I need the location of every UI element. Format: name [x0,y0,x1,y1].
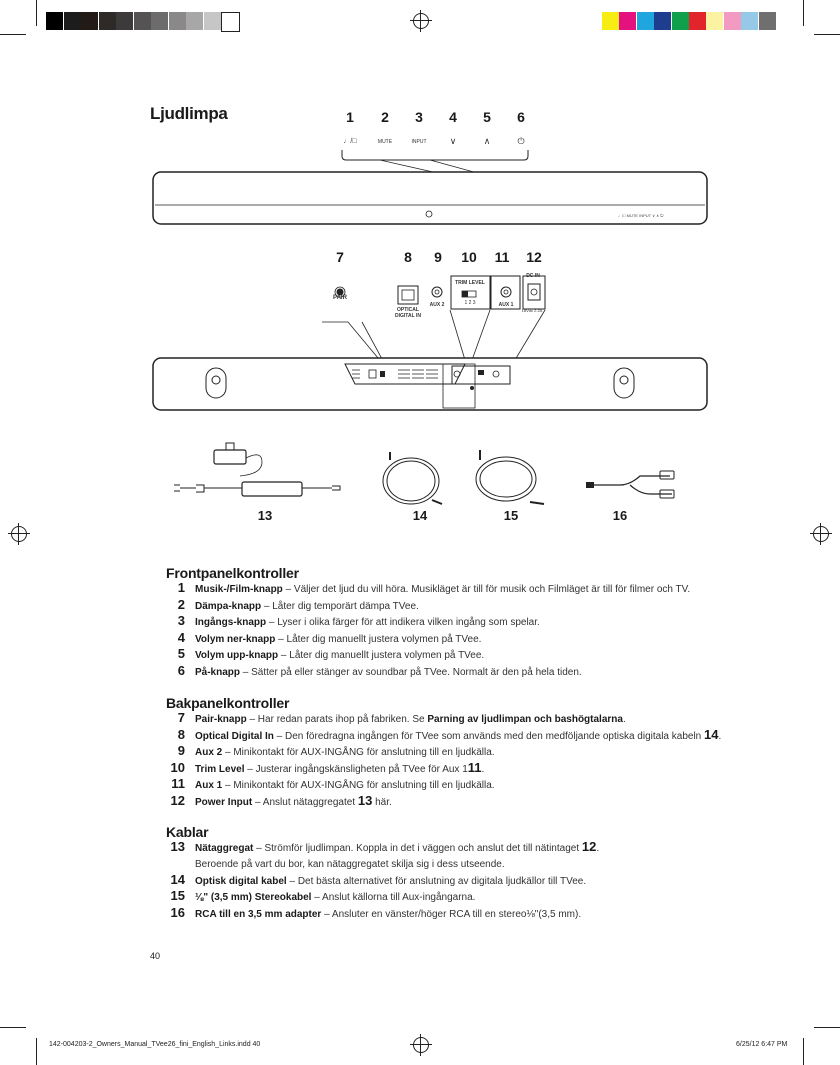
crop-mark [803,1038,804,1065]
color-swatch [672,12,689,30]
list-item [165,727,721,743]
item-title: ⅛" (3,5 mm) Stereokabel [195,892,312,903]
cable-number-13: 13 [257,508,273,523]
list-item [165,710,626,726]
item-tail: här. [372,796,392,808]
item-tail: . [718,730,722,742]
item-text: – Anslut nätaggregatet [252,796,358,808]
optical-digital-in-label: OPTICAL DIGITAL IN [395,307,421,319]
back-controls-heading: Bakpanelkontroller [166,695,290,711]
item-num: 14 [170,871,185,887]
volume-down-label: ∨ [449,136,457,146]
footer-date: 6/25/12 6:47 PM [736,1041,788,1048]
item-title: Ingångs-knapp [195,617,267,628]
list-item [165,839,600,870]
soundbar-back-illustration [140,350,720,420]
front-controls-heading: Frontpanelkontroller [166,565,299,581]
aux2-label: AUX 2 [429,302,445,308]
item-big: 13 [357,792,373,808]
item-num: 3 [177,613,185,628]
callout-6: 6 [517,109,525,125]
item-title: Dämpa-knapp [195,600,262,612]
item-num: 11 [171,776,185,791]
item-num: 4 [177,629,185,645]
input-label: INPUT [411,139,427,145]
item-tail: . [596,843,600,854]
item-text: – Låter dig manuellt justera volymen på TVee. [278,650,485,661]
color-swatch [602,12,619,30]
item-big: 12 [581,839,597,854]
item-text: – Låter dig temporärt dämpa TVee. [261,600,419,612]
list-item [165,776,495,792]
gray-swatch [169,12,186,30]
cables-heading: Kablar [166,824,209,840]
callout-2: 2 [381,109,389,125]
item-title: RCA till en 3,5 mm adapter [195,908,322,920]
crop-mark [0,1027,26,1028]
item-tail: . [481,763,485,775]
item-num: 16 [170,904,185,920]
gray-swatch [151,12,168,30]
gray-swatch [186,12,203,30]
color-swatch [759,12,776,30]
item-num: 13 [170,839,185,854]
mute-label: MUTE [377,139,393,145]
item-title: Aux 1 [195,780,223,791]
gray-swatch [81,12,98,30]
dc-in-label: DC IN [526,273,540,279]
item-text: – Har redan parats ihop på fabriken. Se [246,714,428,725]
item-title: Aux 2 [195,747,223,758]
color-swatch [689,12,706,30]
item-num: 1 [177,580,185,595]
item-title: Optical Digital In [195,730,274,742]
item-title: Power Input [195,796,253,808]
cables-illustration [170,440,690,515]
callout-8: 8 [404,249,412,265]
color-swatch [637,12,654,30]
callout-7: 7 [336,249,344,265]
item-title: Nätaggregat [195,843,254,854]
item-num: 12 [170,792,185,808]
page-number: 40 [150,951,161,961]
registration-mark-icon [11,526,27,542]
crop-mark [814,1027,840,1028]
item-text: – Det bästa alternativet för anslutning av digitala ljudkällor till TVee. [286,875,587,887]
item-num: 9 [177,743,185,758]
item-num: 8 [177,726,185,742]
callout-5: 5 [483,109,491,125]
item-text: – Sätter på eller stänger av soundbar på TVee. Normalt är den på hela tiden. [240,666,582,678]
list-item [165,646,484,662]
crop-mark [36,1038,37,1065]
item-text: – Den föredragna ingången för TVee som används med den medföljande optiska digitala kabeln [273,730,705,742]
gray-swatch [116,12,133,30]
cable-number-15: 15 [503,508,519,523]
item-text: – Väljer det ljud du vill höra. Musikläget är till för musik och Filmläget är till för filmer och TV. [282,584,691,595]
list-item [165,760,484,776]
color-swatch [706,12,723,30]
callout-11: 11 [494,249,510,265]
item-num: 7 [177,710,185,725]
color-swatch [724,12,741,30]
item-text: – Minikontakt för AUX-INGÅNG för anslutning till en ljudkälla. [222,747,495,758]
item-title: Optisk digital kabel [195,875,287,887]
item-title: Trim Level [195,763,245,775]
crop-mark [803,0,804,26]
item-text: – Låter dig manuellt justera volymen på TVee. [275,633,482,645]
item-title: På-knapp [195,666,241,678]
list-item [165,743,495,759]
gray-swatch [46,12,63,30]
list-item [165,793,392,809]
item-big: 11 [467,759,482,775]
list-item [165,597,419,613]
item-text: – Strömför ljudlimpan. Koppla in det i väggen och anslut det till nätintaget [253,843,582,854]
aux1-label: AUX 1 [498,302,514,308]
trim-steps-label: 1 2 3 [464,300,476,306]
back-panel-connectors [300,270,570,360]
soundbar-front-illustration [140,150,720,240]
cable-number-16: 16 [612,508,628,523]
callout-3: 3 [415,109,423,125]
volume-up-label: ∧ [483,136,491,146]
gray-swatch [134,12,151,30]
registration-mark-icon [413,1037,429,1053]
gray-swatch [99,12,116,30]
callout-4: 4 [449,109,457,125]
list-item [165,663,582,679]
trim-level-label: TRIM LEVEL [455,280,485,286]
item-title: Volym ner-knapp [195,633,276,645]
item-bold: Parning av ljudlimpan och bashögtalarna [427,714,623,725]
item-num: 2 [177,596,185,612]
color-swatch [654,12,671,30]
svg-text:♩/□ MUTE INPUT ∨ ∧ ⏻: ♩/□ MUTE INPUT ∨ ∧ ⏻ [618,213,664,218]
item-text: – Lyser i olika färger för att indikera vilken ingång som spelar. [266,617,540,628]
item-title: Musik-/Film-knapp [195,584,283,595]
crop-mark [36,0,37,26]
gray-swatch [64,12,81,30]
color-swatch [619,12,636,30]
callout-10: 10 [461,249,477,265]
list-item [165,630,481,646]
item-big: 14 [704,726,719,742]
item-text: – Anslut källorna till Aux-ingångarna. [311,892,476,903]
item-num: 5 [177,646,185,661]
gray-swatch [221,12,240,32]
item-tail: . [622,714,626,725]
list-item [165,888,475,904]
callout-12: 12 [526,249,542,265]
crop-mark [814,34,840,35]
item-num: 6 [177,662,185,678]
footer-filename: 142-004203-2_Owners_Manual_TVee26_fini_English_Links.indd 40 [49,1041,261,1048]
list-item [165,872,586,888]
item-title: Volym upp-knapp [195,650,279,661]
item-text: – Minikontakt för AUX-INGÅNG för anslutning till en ljudkälla. [222,780,495,791]
callout-9: 9 [434,249,442,265]
power-label: ⏻ [517,136,525,146]
music-movie-label: ♩/□ [343,138,357,145]
registration-mark-icon [413,13,429,29]
item-title: Pair-knapp [195,714,247,725]
item-num: 10 [170,759,185,775]
registration-mark-icon [813,526,829,542]
list-item [165,580,690,596]
gray-swatch [204,12,221,30]
item-num: 15 [170,888,185,903]
crop-mark [0,34,26,35]
callout-1: 1 [346,109,354,125]
item-continuation: Beroende på vart du bor, kan nätaggregatet skilja sig i dess utseende. [195,859,505,870]
item-text: – Ansluter en vänster/höger RCA till en stereo⅛"(3,5 mm). [321,908,582,920]
list-item [165,905,581,921]
color-swatch [741,12,758,30]
page-title: Ljudlimpa [150,104,228,123]
list-item [165,613,540,629]
dc-in-spec-label: 18Vdc 2.2A [521,308,543,313]
cable-number-14: 14 [412,508,428,523]
pair-label: PAIR [333,295,347,301]
item-text: – Justerar ingångskänsligheten på TVee för Aux 1 [244,763,468,775]
